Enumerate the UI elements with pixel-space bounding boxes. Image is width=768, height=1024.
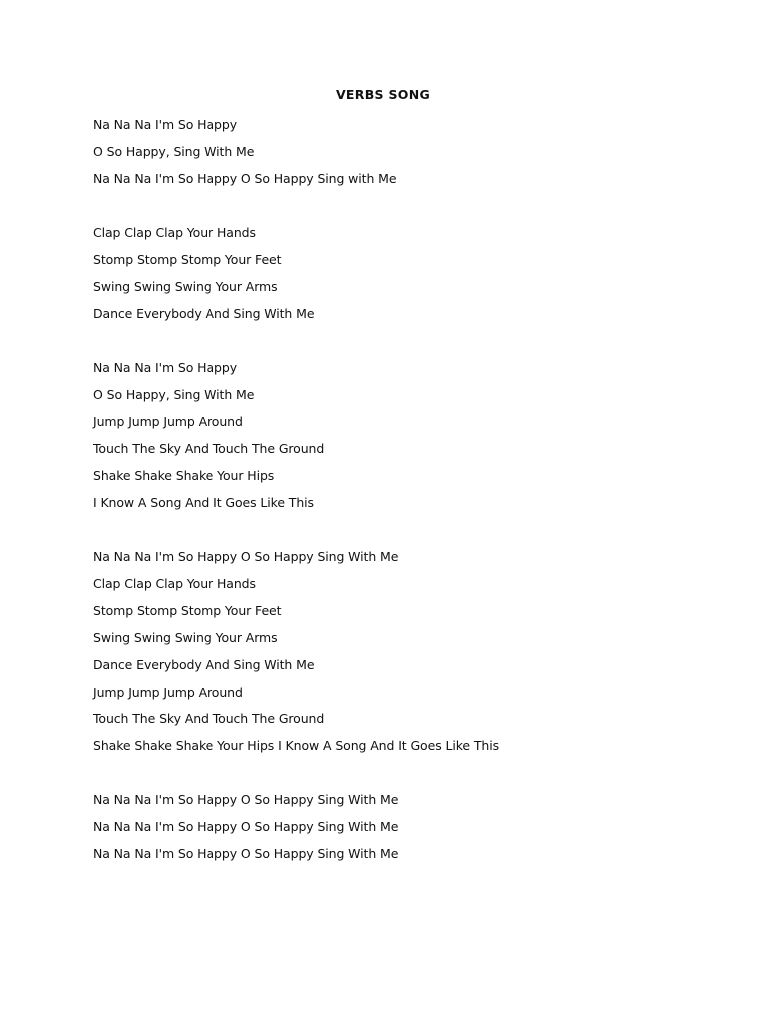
lyric-line: Na Na Na I'm So Happy [93,360,238,375]
lyric-line: Na Na Na I'm So Happy [93,117,238,132]
song-title: VERBS SONG [335,87,431,102]
lyric-line: Touch The Sky And Touch The Ground [93,441,325,456]
lyric-line: Clap Clap Clap Your Hands [93,225,256,240]
lyric-line: Stomp Stomp Stomp Your Feet [93,603,282,618]
lyric-line: I Know A Song And It Goes Like This [93,495,314,510]
lyric-line: O So Happy, Sing With Me [93,144,255,159]
lyric-line: Jump Jump Jump Around [93,685,243,700]
lyric-line: Swing Swing Swing Your Arms [93,279,278,294]
lyric-line: Clap Clap Clap Your Hands [93,576,256,591]
lyric-line: Na Na Na I'm So Happy O So Happy Sing With Me [93,549,399,564]
lyric-line: O So Happy, Sing With Me [93,387,255,402]
lyric-line: Dance Everybody And Sing With Me [93,306,315,321]
lyric-line: Shake Shake Shake Your Hips I Know A Song And It Goes Like This [93,738,500,753]
lyric-line: Stomp Stomp Stomp Your Feet [93,252,282,267]
lyric-line: Touch The Sky And Touch The Ground [93,711,325,726]
lyric-line: Na Na Na I'm So Happy O So Happy Sing With Me [93,846,399,861]
lyric-line: Dance Everybody And Sing With Me [93,657,315,672]
lyric-line: Na Na Na I'm So Happy O So Happy Sing with Me [93,171,397,186]
lyric-line: Swing Swing Swing Your Arms [93,630,278,645]
lyric-line: Jump Jump Jump Around [93,414,243,429]
lyric-line: Na Na Na I'm So Happy O So Happy Sing With Me [93,792,399,807]
lyric-line: Shake Shake Shake Your Hips [93,468,275,483]
lyric-line: Na Na Na I'm So Happy O So Happy Sing With Me [93,819,399,834]
